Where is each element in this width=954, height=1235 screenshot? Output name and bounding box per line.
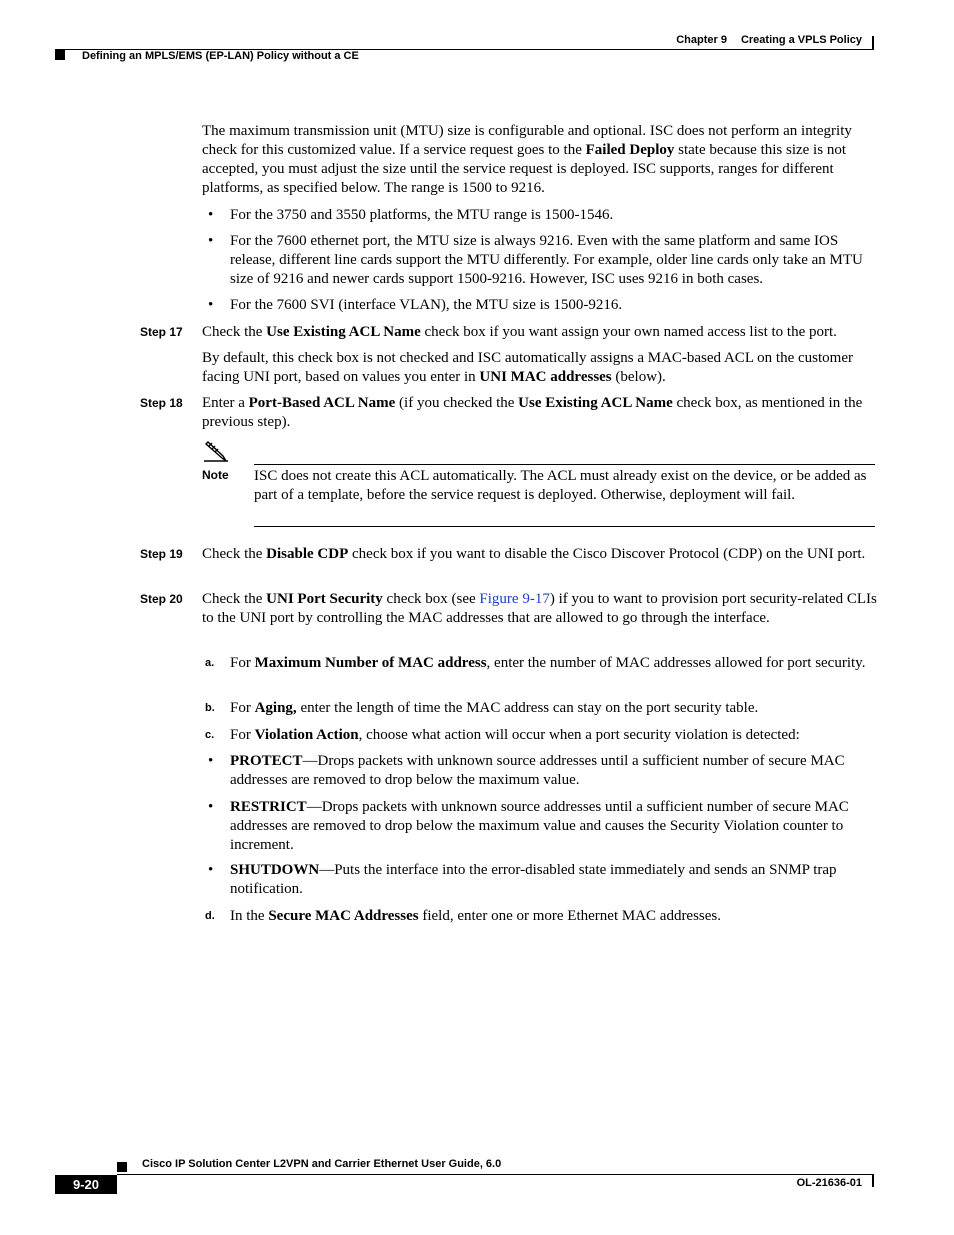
step-18-text: Enter a Port-Based ACL Name (if you checked the Use Existing ACL Name check box, as mentioned in the previous step).: [202, 395, 863, 430]
substep-a-text: For Maximum Number of MAC address, enter the number of MAC addresses allowed for port security.: [230, 655, 866, 671]
chapter-title: Creating a VPLS Policy: [740, 34, 862, 46]
list-item: For the 7600 ethernet port, the MTU size is always 9216. Even with the same platform and same IOS release, different line cards support the MTU differently. For example, older line cards only take an MTU size of 9216 and newer cards support 1500-9216. However, ISC uses 9216 in both cases.: [230, 233, 863, 287]
bullet-marker: •: [208, 297, 214, 313]
list-item: For the 7600 SVI (interface VLAN), the MTU size is 1500-9216.: [230, 297, 623, 313]
section-title: Defining an MPLS/EMS (EP-LAN) Policy without a CE: [82, 50, 359, 62]
figure-link[interactable]: Figure 9-17: [479, 591, 550, 607]
footer-book-title: Cisco IP Solution Center L2VPN and Carrier Ethernet User Guide, 6.0: [142, 1158, 502, 1170]
header-marker: [55, 50, 65, 60]
substep-d-label: d.: [205, 910, 215, 922]
pencil-icon: [202, 441, 230, 463]
footer-marker: [117, 1162, 127, 1172]
header-vertical-bar: [872, 36, 874, 50]
page-number: 9-20: [55, 1175, 117, 1194]
bullet-marker: •: [208, 233, 214, 249]
bullet-marker: •: [208, 799, 214, 815]
note-text: ISC does not create this ACL automatically. The ACL must already exist on the device, or be added as part of a template, before the service request is deployed. Otherwise, deployment will fail.: [254, 468, 867, 503]
step-20-label: Step 20: [140, 592, 183, 606]
substep-c-text: For Violation Action, choose what action will occur when a port security violation is detected:: [230, 727, 800, 743]
substep-a-label: a.: [205, 657, 215, 669]
substep-c-label: c.: [205, 729, 215, 741]
step-17-label: Step 17: [140, 325, 183, 339]
note-label: Note: [202, 468, 229, 482]
running-header: [676, 34, 862, 46]
step-19-text: Check the Disable CDP check box if you want to disable the Cisco Discover Protocol (CDP) on the UNI port.: [202, 546, 866, 562]
step-18-label: Step 18: [140, 396, 183, 410]
bullet-marker: •: [208, 753, 214, 769]
bullet-marker: •: [208, 862, 214, 878]
chapter-number: Chapter 9: [676, 34, 727, 46]
step-19-label: Step 19: [140, 547, 183, 561]
document-id: OL-21636-01: [796, 1177, 862, 1189]
list-item: RESTRICT—Drops packets with unknown source addresses until a sufficient number of secure MAC addresses are removed to drop below the maximum value and causes the Security Violation counter to increment.: [230, 799, 849, 853]
substep-d-text: In the Secure MAC Addresses field, enter one or more Ethernet MAC addresses.: [230, 908, 722, 924]
bullet-marker: •: [208, 207, 214, 223]
step-17-text: Check the Use Existing ACL Name check box if you want assign your own named access list to the port.: [202, 324, 837, 340]
substep-b-label: b.: [205, 702, 215, 714]
substep-b-text: For Aging, enter the length of time the MAC address can stay on the port security table.: [230, 700, 759, 716]
note-top-rule: [254, 464, 875, 465]
list-item: For the 3750 and 3550 platforms, the MTU range is 1500-1546.: [230, 207, 614, 223]
mtu-intro-paragraph: The maximum transmission unit (MTU) size is configurable and optional. ISC does not perform an integrity check for this customized value. If a service request goes to the Failed Deploy state because this size is not accepted, you must adjust the size until the service request is deployed. ISC supports, ranges for different platforms, as specified below. The range is 1500 to 9216.: [202, 123, 852, 196]
footer-rule: [117, 1174, 874, 1175]
footer-tick: [872, 1175, 874, 1187]
note-bottom-rule: [254, 526, 875, 527]
step-20-text: Check the UNI Port Security check box (see Figure 9-17) if you to want to provision port security-related CLIs to the UNI port by controlling the MAC addresses that are allowed to go through the interface.: [202, 591, 877, 626]
list-item: PROTECT—Drops packets with unknown source addresses until a sufficient number of secure MAC addresses are removed to drop below the maximum value.: [230, 753, 845, 788]
step-17-detail: By default, this check box is not checked and ISC automatically assigns a MAC-based ACL on the customer facing UNI port, based on values you enter in UNI MAC addresses (below).: [202, 350, 853, 385]
list-item: SHUTDOWN—Puts the interface into the error-disabled state immediately and sends an SNMP trap notification.: [230, 862, 837, 897]
